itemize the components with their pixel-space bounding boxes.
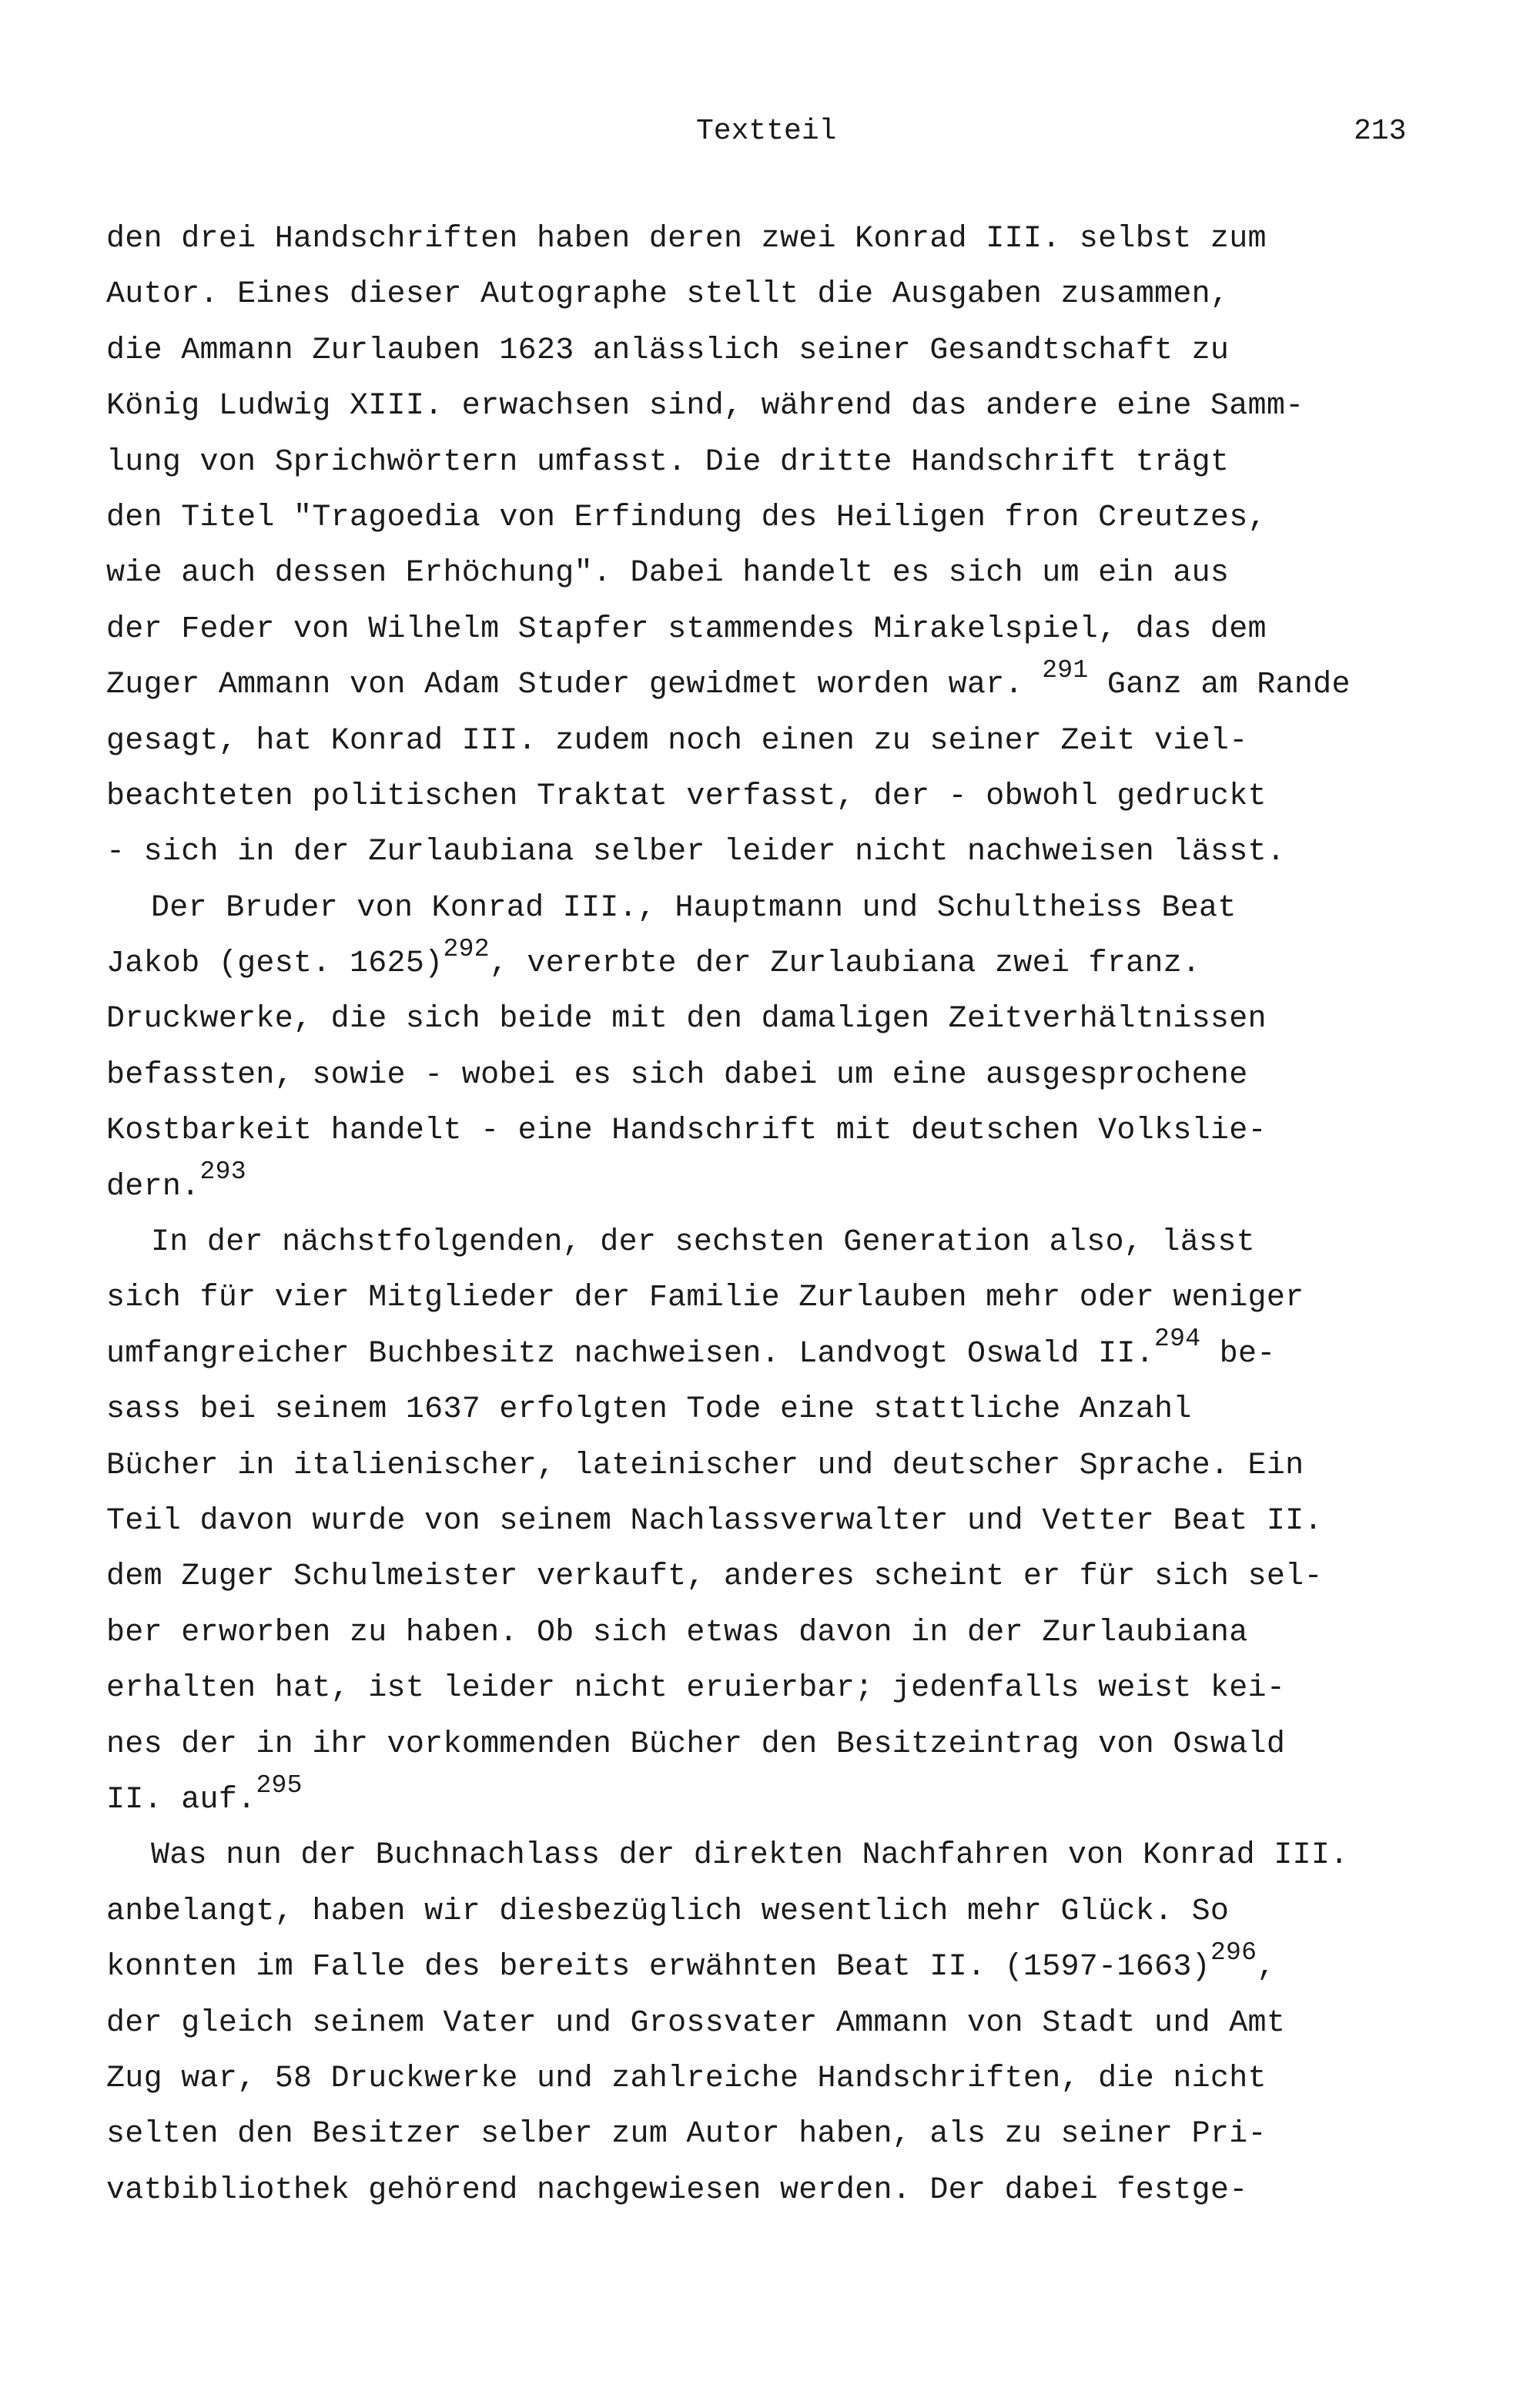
text-segment: anbelangt, haben wir diesbezüglich wesentlich mehr Glück. So (106, 1894, 1230, 1929)
text-segment: selten den Besitzer selber zum Autor haben, als zu seiner Pri- (106, 2117, 1267, 2152)
text-segment: Was nun der Buchnachlass der direkten Nachfahren von Konrad III. (151, 1838, 1349, 1874)
text-line (106, 1893, 1485, 1948)
footnote-marker: 294 (1154, 1325, 1201, 1354)
text-segment: dern. (106, 1169, 200, 1204)
text-segment: gesagt, hat Konrad III. zudem noch einen zu seiner Zeit viel- (106, 723, 1248, 759)
text-segment: König Ludwig XIII. erwachsen sind, während das andere eine Samm- (106, 389, 1304, 424)
text-segment: Autor. Eines dieser Autographe stellt die Ausgaben zusammen, (106, 277, 1230, 313)
text-segment: Der Bruder von Konrad III., Hauptmann und Schultheiss Beat (151, 890, 1237, 926)
text-line (106, 499, 1485, 554)
text-line (106, 934, 1485, 1000)
text-segment: den Titel "Tragoedia von Erfindung des Heiligen fron Creutzes, (106, 500, 1267, 535)
text-line (106, 276, 1485, 331)
text-line (106, 2060, 1485, 2115)
text-line (106, 387, 1485, 443)
text-line (106, 1000, 1485, 1056)
text-segment: In der nächstfolgenden, der sechsten Generation also, lässt (151, 1225, 1255, 1261)
text-line (106, 1224, 1485, 1279)
text-segment: wie auch dessen Erhöchung". Dabei handelt es sich um ein aus (106, 556, 1230, 591)
text-line (106, 2172, 1485, 2227)
text-segment: Zug war, 58 Druckwerke und zahlreiche Handschriften, die nicht (106, 2061, 1267, 2096)
text-segment: Teil davon wurde von seinem Nachlassverwalter und Vetter Beat II. (106, 1503, 1323, 1539)
text-segment: konnten im Falle des bereits erwähnten Beat II. (1597-1663) (106, 1950, 1210, 1985)
footnote-marker: 296 (1210, 1938, 1257, 1967)
text-line (106, 722, 1485, 778)
text-segment: II. auf. (106, 1782, 256, 1817)
text-segment: erhalten hat, ist leider nicht eruierbar; jedenfalls weist kei- (106, 1671, 1286, 1707)
page-number: 213 (1354, 115, 1407, 148)
text-line (106, 444, 1485, 499)
text-line (106, 833, 1485, 889)
text-line (106, 2005, 1485, 2060)
text-segment: dem Zuger Schulmeister verkauft, anderes scheint er für sich sel- (106, 1559, 1323, 1595)
text-segment: Zuger Ammann von Adam Studer gewidmet worden war. (106, 668, 1043, 703)
text-line (106, 1670, 1485, 1725)
text-segment: beachteten politischen Traktat verfasst, der - obwohl gedruckt (106, 779, 1267, 814)
text-segment: umfangreicher Buchbesitz nachweisen. Landvogt Oswald II. (106, 1336, 1155, 1372)
text-segment: sass bei seinem 1637 erfolgten Tode eine stattliche Anzahl (106, 1392, 1192, 1428)
text-segment: be- (1200, 1336, 1276, 1372)
text-segment: der Feder von Wilhelm Stapfer stammendes Mirakelspiel, das dem (106, 611, 1267, 647)
text-segment: lung von Sprichwörtern umfasst. Die dritte Handschrift trägt (106, 444, 1230, 480)
footnote-marker: 292 (443, 934, 490, 963)
text-line (106, 611, 1485, 666)
text-line (106, 554, 1485, 610)
text-line (106, 2115, 1485, 2171)
footnote-marker: 295 (256, 1770, 303, 1800)
text-segment: , vererbte der Zurlaubiana zwei franz. (489, 946, 1201, 982)
text-line (106, 1157, 1485, 1224)
running-header (0, 112, 1540, 151)
text-line (106, 889, 1485, 945)
text-segment: der gleich seinem Vater und Grossvater Ammann von Stadt und Amt (106, 2005, 1286, 2041)
text-line (106, 655, 1485, 722)
text-line (106, 1726, 1485, 1781)
text-segment: nes der in ihr vorkommenden Bücher den Besitzeintrag von Oswald (106, 1727, 1286, 1762)
text-segment: Jakob (gest. 1625) (106, 946, 444, 982)
text-line (106, 1279, 1485, 1335)
text-segment: befassten, sowie - wobei es sich dabei um eine ausgesprochene (106, 1057, 1248, 1093)
footnote-marker: 291 (1042, 655, 1089, 685)
text-line (106, 1938, 1485, 2004)
text-segment: die Ammann Zurlauben 1623 anlässlich seiner Gesandtschaft zu (106, 333, 1230, 368)
text-segment: ber erworben zu haben. Ob sich etwas davon in der Zurlaubiana (106, 1615, 1248, 1650)
footnote-marker: 293 (199, 1157, 246, 1187)
text-segment: Kostbarkeit handelt - eine Handschrift mit deutschen Volkslie- (106, 1114, 1267, 1149)
text-line (106, 220, 1485, 276)
text-line (106, 1112, 1485, 1167)
text-line (106, 1558, 1485, 1613)
text-segment: Druckwerke, die sich beide mit den damaligen Zeitverhältnissen (106, 1002, 1267, 1037)
text-segment: vatbibliothek gehörend nachgewiesen werden. Der dabei festge- (106, 2172, 1248, 2208)
text-line (106, 1502, 1485, 1558)
text-segment: - sich in der Zurlaubiana selber leider nicht nachweisen lässt. (106, 835, 1286, 870)
text-line (106, 1447, 1485, 1502)
body-text (106, 220, 1485, 2227)
text-line (106, 1391, 1485, 1446)
text-segment: den drei Handschriften haben deren zwei Konrad III. selbst zum (106, 222, 1267, 256)
text-line (106, 332, 1485, 387)
text-line (106, 778, 1485, 833)
running-title: Textteil (696, 115, 837, 148)
text-line (106, 1614, 1485, 1670)
text-segment: , (1257, 1950, 1276, 1985)
text-segment: Bücher in italienischer, lateinischer und deutscher Sprache. Ein (106, 1448, 1304, 1483)
text-line (106, 1837, 1485, 1892)
text-segment: Ganz am Rande (1088, 668, 1351, 703)
text-line (106, 1325, 1485, 1391)
text-line (106, 1057, 1485, 1112)
text-segment: sich für vier Mitglieder der Familie Zurlauben mehr oder weniger (106, 1281, 1304, 1316)
text-line (106, 1770, 1485, 1837)
